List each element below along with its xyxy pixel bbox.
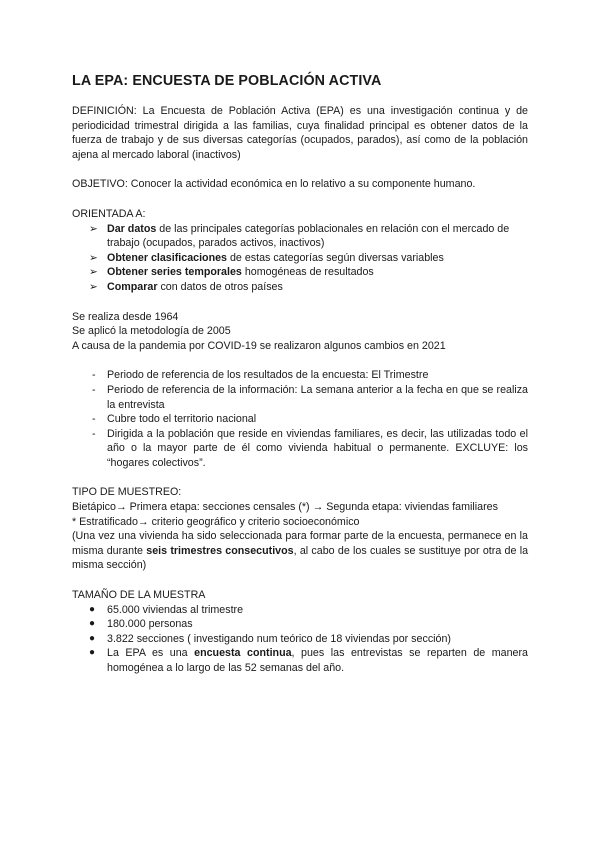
characteristics-list (72, 368, 528, 470)
bullet-icon: ● (89, 603, 96, 615)
list-item: ● La EPA es una encuesta continua, pues las entrevistas se reparten de manera homogénea a lo largo de las 52 semanas del año. (89, 647, 528, 674)
history-line: Se aplicó la metodología de 2005 (72, 325, 231, 338)
document-page (72, 72, 528, 676)
arrow-bullet-icon: ➢ (89, 266, 98, 279)
list-item: ➢ Obtener clasificaciones de estas categorías según diversas variables (89, 251, 444, 264)
arrow-bullet-icon: ➢ (89, 222, 98, 235)
orientada-heading: ORIENTADA A: (72, 207, 146, 220)
orientada-list (72, 222, 528, 295)
bullet-icon: ● (89, 618, 96, 630)
arrow-bullet-icon: ➢ (89, 280, 98, 293)
list-item: ● 65.000 viviendas al trimestre (89, 603, 244, 616)
list-item: ➢ Dar datos de las principales categorías poblacionales en relación con el mercado de trabajo (ocupados, parados activos, inactivos) (89, 222, 510, 250)
sampling-heading: TIPO DE MUESTREO: (72, 486, 182, 499)
list-item: ● 180.000 personas (89, 618, 193, 631)
sampling-line: * Estratificado→ criterio geográfico y criterio socioeconómico (72, 515, 360, 528)
history-line: A causa de la pandemia por COVID-19 se realizaron algunos cambios en 2021 (72, 339, 446, 352)
arrow-bullet-icon: ➢ (89, 251, 98, 264)
dash-bullet-icon: - (92, 369, 96, 382)
list-item: ➢ Obtener series temporales homogéneas de resultados (89, 266, 374, 279)
sample-size-heading: TAMAÑO DE LA MUESTRA (72, 589, 206, 602)
history-line: Se realiza desde 1964 (72, 310, 179, 323)
sampling-line: Bietápico→ Primera etapa: secciones censales (*) → Segunda etapa: viviendas familiares (72, 501, 498, 514)
objective-paragraph: OBJETIVO: Conocer la actividad económica en lo relativo a su componente humano. (72, 178, 476, 191)
dash-bullet-icon: - (92, 413, 96, 426)
list-item: - Cubre todo el territorio nacional (92, 413, 257, 426)
dash-bullet-icon: - (92, 427, 96, 440)
bullet-icon: ● (89, 647, 96, 659)
sample-size-list (72, 603, 528, 676)
definition-paragraph: DEFINICIÓN: La Encuesta de Población Activa (EPA) es una investigación continua y de periodicidad trimestral dirigida a las familias, cuya finalidad principal es obtener datos de la fuerza de trabajo y de sus diversas categorías (ocupados, parados), así como de la población ajena al mercado laboral (inactivos) (72, 105, 528, 161)
bullet-icon: ● (89, 632, 96, 644)
list-item: ➢ Comparar con datos de otros países (89, 280, 283, 293)
dash-bullet-icon: - (92, 383, 96, 396)
sampling-note: (Una vez una vivienda ha sido seleccionada para formar parte de la encuesta, permanece en la misma durante seis trimestres consecutivos, al cabo de los cuales se sustituye por otra de la misma sección) (72, 530, 529, 572)
list-item: - Dirigida a la población que reside en viviendas familiares, es decir, las utilizadas todo el año o la mayor parte de él como vivienda habitual o permanente. EXCLUYE: los “hogares colectivos”. (92, 427, 528, 469)
list-item: - Periodo de referencia de los resultados de la encuesta: El Trimestre (92, 369, 429, 382)
list-item: ● 3.822 secciones ( investigando num teórico de 18 viviendas por sección) (89, 632, 451, 645)
list-item: - Periodo de referencia de la información: La semana anterior a la fecha en que se realiza la entrevista (92, 383, 528, 411)
page-title: LA EPA: ENCUESTA DE POBLACIÓN ACTIVA (72, 73, 382, 89)
